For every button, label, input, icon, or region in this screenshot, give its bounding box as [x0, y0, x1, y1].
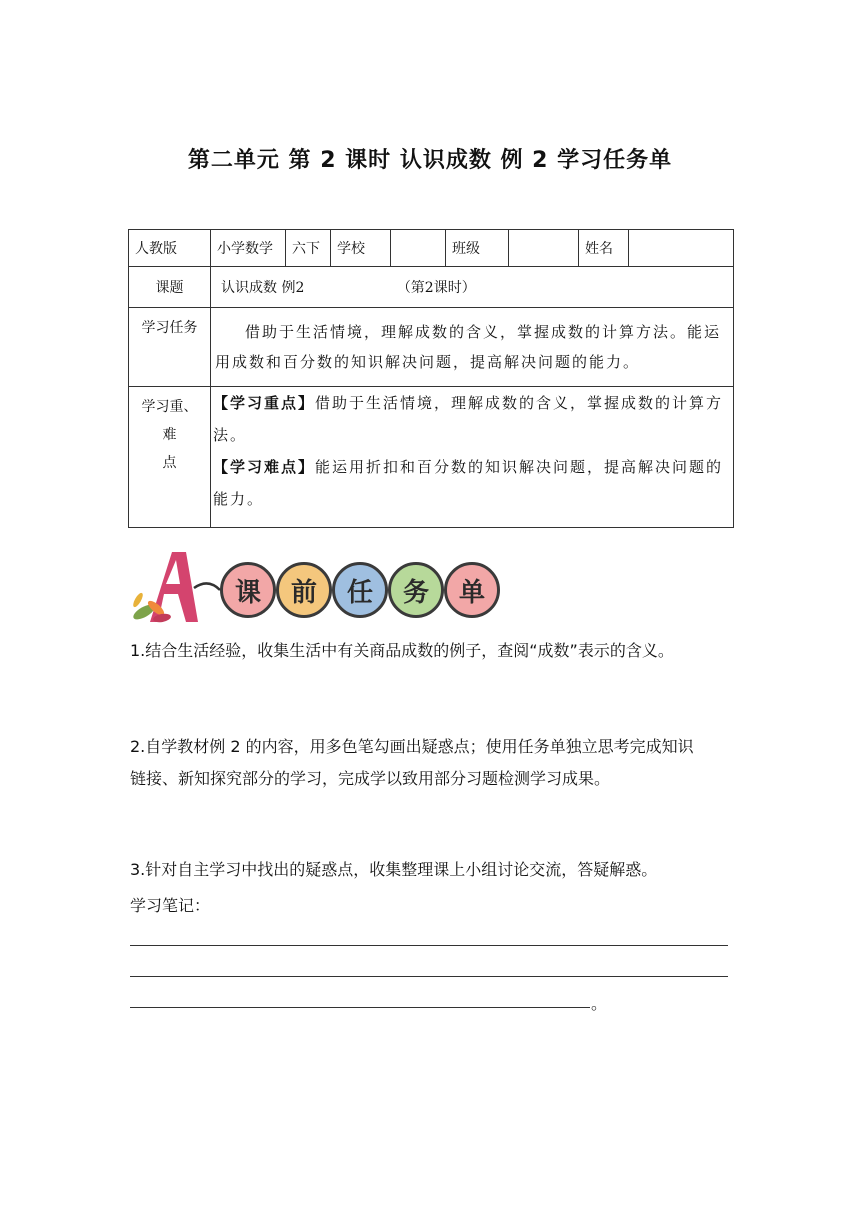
task-text: [211, 308, 734, 387]
school-field[interactable]: [391, 230, 446, 267]
notes-label: 学习笔记：: [130, 896, 211, 915]
class-label: 班级: [446, 230, 509, 267]
page-title: 第二单元 第 2 课时 认识成数 例 2 学习任务单: [187, 148, 673, 173]
banner-char-2: 前: [276, 562, 332, 618]
class-field[interactable]: [509, 230, 579, 267]
difficulty-tag: 【学习难点】: [213, 458, 316, 476]
key-points-text: [211, 387, 734, 528]
info-table: [128, 229, 734, 528]
name-field[interactable]: [629, 230, 734, 267]
banner-char-4: 务: [388, 562, 444, 618]
subject-cell: 小学数学: [211, 230, 286, 267]
publisher-cell: 人教版: [129, 230, 211, 267]
name-label: 姓名: [579, 230, 629, 267]
task-line-2: 用成数和百分数的知识解决问题，提高解决问题的能力。: [215, 353, 641, 371]
focus-text-1: 借助于生活情境，理解成数的含义，掌握成数的计算方: [315, 394, 724, 412]
key-points-label: [129, 387, 211, 528]
pre-class-task-banner: [128, 548, 488, 626]
topic-value-cell: [211, 267, 734, 308]
key-label-line-2: 点: [162, 455, 177, 471]
focus-tag: 【学习重点】: [213, 394, 316, 412]
key-label-line-1: 学习重、难: [141, 399, 198, 443]
topic-value: 认识成数 例2: [221, 280, 305, 296]
banner-char-5: 单: [444, 562, 500, 618]
banner-char-1: 课: [220, 562, 276, 618]
item-2-line-1: 2.自学教材例 2 的内容，用多色笔勾画出疑惑点；使用任务单独立思考完成知识: [130, 737, 694, 756]
focus-text-2: 法。: [213, 426, 248, 444]
school-label: 学校: [331, 230, 391, 267]
topic-label: 课题: [129, 267, 211, 308]
item-3: 3.针对自主学习中找出的疑惑点，收集整理课上小组讨论交流，答疑解惑。: [130, 860, 658, 879]
task-label: 学习任务: [129, 308, 211, 387]
notes-line-1[interactable]: [130, 945, 728, 946]
item-2: [130, 731, 735, 795]
banner-char-3: 任: [332, 562, 388, 618]
item-1: 1.结合生活经验，收集生活中有关商品成数的例子，查阅“成数”表示的含义。: [130, 641, 674, 660]
notes-line-3[interactable]: [130, 1007, 590, 1008]
topic-period: （第2课时）: [396, 280, 476, 296]
item-2-line-2: 链接、新知探究部分的学习，完成学以致用部分习题检测学习成果。: [130, 769, 611, 788]
notes-line-2[interactable]: [130, 976, 728, 977]
difficulty-text-2: 能力。: [213, 490, 265, 508]
a-logo-icon: [128, 548, 228, 626]
grade-cell: 六下: [286, 230, 331, 267]
notes-end-mark: 。: [591, 994, 608, 1013]
difficulty-text-1: 能运用折扣和百分数的知识解决问题，提高解决问题的: [315, 458, 724, 476]
task-line-1: 借助于生活情境，理解成数的含义，掌握成数的计算方法。能运: [245, 323, 722, 341]
